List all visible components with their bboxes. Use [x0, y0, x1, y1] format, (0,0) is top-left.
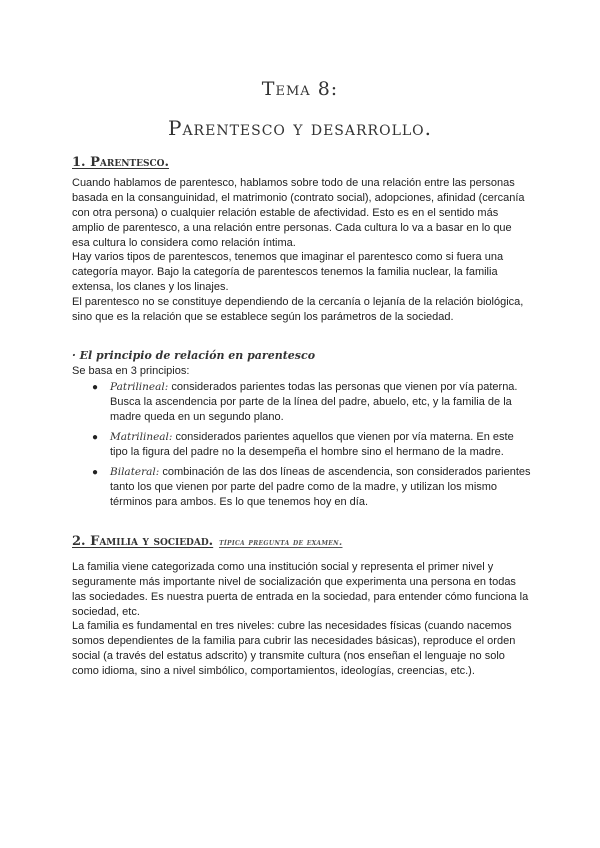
title-line-1: Tema 8: — [261, 78, 339, 100]
exam-note: típica pregunta de examen. — [219, 538, 343, 548]
bullet-icon: ● — [92, 467, 99, 478]
list-item — [92, 465, 532, 510]
section-1-heading: 1. Parentesco. — [72, 155, 170, 170]
title-line-2: Parentesco y desarrollo. — [167, 116, 432, 140]
principle-text: combinación de las dos líneas de ascendencia, son considerados parientes tanto los que vienen por parte del padre como de la madre, y utilizan los mismo términos para ambos. Es lo que tenemos hoy en día. — [110, 466, 531, 508]
list-item — [92, 430, 532, 460]
principles-intro: Se basa en 3 principios: — [72, 365, 190, 377]
principle-term: Matrilineal: — [110, 431, 173, 443]
section-2-heading — [72, 534, 342, 549]
principles-list — [92, 380, 532, 515]
bullet-icon: ● — [92, 382, 99, 393]
principle-text: considerados parientes aquellos que vienen por vía materna. En este tipo la figura del padre no la desempeña el hombre sino el hermano de la madre. — [110, 431, 514, 458]
section-1-paragraph-2: Hay varios tipos de parentescos, tenemos que imaginar el parentesco como si fuera una categoría mayor. Bajo la categoría de parentescos tenemos la familia nuclear, la familia extensa, los clanes y los linajes. — [72, 251, 504, 293]
section-2-heading-text: 2. Familia y sociedad. — [72, 534, 214, 549]
principles-subheading: · El principio de relación en parentesco — [72, 349, 316, 362]
section-2-paragraph-2: La familia es fundamental en tres niveles: cubre las necesidades físicas (cuando nacemos somos dependientes de la familia para cubrir las necesidades básicas), reproduce el orden social (a través del estatus adscrito) y transmite cultura (nos enseñan el lenguaje no solo como idioma, sino a nivel simbólico, comportamientos, ideologías, creencias, etc.). — [72, 620, 516, 677]
section-1-paragraph-3: El parentesco no se constituye dependiendo de la cercanía o lejanía de la relación biológica, sino que es la relación que se establece según los parámetros de la sociedad. — [72, 296, 524, 323]
principle-text: considerados parientes todas las personas que vienen por vía paterna. Busca la ascendencia por parte de la línea del padre, abuelo, etc, y la familia de la madre queda en un segundo plano. — [110, 381, 518, 423]
bullet-icon: ● — [92, 432, 99, 443]
principle-term: Patrilineal: — [110, 381, 169, 393]
list-item — [92, 380, 532, 425]
section-2-paragraph-1: La familia viene categorizada como una institución social y representa el primer nivel y seguramente más importante nivel de socialización que experimenta una persona en todas las sociedades. Es nuestra puerta de entrada en la sociedad, para entender cómo funciona la sociedad, etc. — [72, 561, 529, 618]
principle-term: Bilateral: — [110, 466, 160, 478]
section-1-paragraph-1: Cuando hablamos de parentesco, hablamos sobre todo de una relación entre las personas basada en la consanguinidad, el matrimonio (contrato social), adopciones, afinidad (cercanía con otra persona) o cualquier relación estable de afectividad. Esto es en el sentido más amplio de parentesco, a una relación entre personas. Cada cultura lo va a basar en lo que esa cultura lo considera como relación íntima. — [72, 177, 525, 249]
